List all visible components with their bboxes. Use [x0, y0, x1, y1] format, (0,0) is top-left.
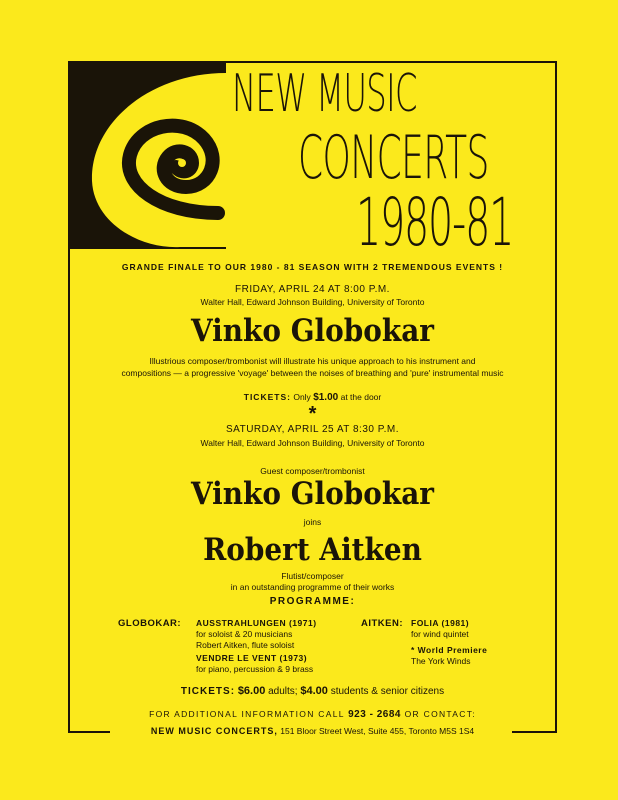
event2-joins: joins	[303, 517, 322, 527]
adult-label: adults;	[268, 686, 298, 697]
event1-date: FRIDAY, APRIL 24 AT 8:00 P.M.	[235, 284, 390, 295]
tickets-2-label: TICKETS:	[180, 686, 236, 697]
programme-aitken-work-1	[411, 618, 469, 640]
work-detail: for wind quintet	[411, 629, 469, 639]
tickets-2	[70, 685, 555, 697]
headline: GRANDE FINALE TO OUR 1980 - 81 SEASON WITH 2 TREMENDOUS EVENTS !	[121, 262, 504, 272]
contact-org: NEW MUSIC CONCERTS,	[150, 726, 278, 736]
event1-artist: Vinko Globokar	[191, 313, 434, 349]
programme-globokar-work-1	[196, 618, 317, 651]
contact-line	[70, 709, 555, 720]
event1-tickets-pre: Only	[293, 392, 311, 402]
event1-tickets	[70, 392, 555, 403]
title-line-2: CONCERTS	[298, 123, 489, 193]
work-title: VENDRE LE VENT (1973)	[196, 653, 308, 663]
work-title: * World Premiere	[411, 645, 488, 655]
event1-venue: Walter Hall, Edward Johnson Building, University of Toronto	[200, 297, 425, 307]
programme-heading: PROGRAMME:	[269, 596, 356, 607]
work-title: AUSSTRAHLUNGEN (1971)	[196, 618, 317, 628]
contact-address-line	[70, 726, 555, 736]
event2-intro: Guest composer/trombonist	[260, 466, 365, 476]
spiral-logo	[70, 63, 226, 249]
contact-post: OR CONTACT:	[404, 709, 476, 719]
separator-star: *	[308, 403, 317, 425]
programme-aitken-work-2	[411, 645, 487, 667]
event2-venue: Walter Hall, Edward Johnson Building, University of Toronto	[200, 438, 425, 448]
event1-tickets-price: $1.00	[313, 392, 339, 403]
event1-description-1: Illustrious composer/trombonist will illustrate his unique approach to his instrument and	[149, 356, 476, 366]
event2-note: in an outstanding programme of their works	[230, 582, 395, 592]
programme-globokar-label: GLOBOKAR:	[118, 618, 182, 629]
work-title: FOLIA (1981)	[411, 618, 470, 628]
event2-artist-2: Robert Aitken	[203, 532, 422, 568]
event1-tickets-label: TICKETS:	[243, 392, 291, 402]
contact-pre: FOR ADDITIONAL INFORMATION CALL	[149, 709, 345, 719]
event1-tickets-post: at the door	[340, 392, 382, 402]
event2-artist-1: Vinko Globokar	[191, 476, 434, 512]
event2-role: Flutist/composer	[281, 571, 344, 581]
student-price: $4.00	[300, 685, 328, 697]
work-detail: The York Winds	[411, 656, 471, 666]
contact-phone: 923 - 2684	[348, 709, 401, 720]
programme-globokar-work-2	[196, 653, 313, 675]
title-line-3: 1980-81	[356, 184, 514, 261]
adult-price: $6.00	[237, 685, 266, 697]
title-line-1: NEW MUSIC	[232, 64, 417, 124]
student-label: students & senior citizens	[330, 686, 445, 697]
work-detail: Robert Aitken, flute soloist	[196, 640, 295, 650]
work-detail: for piano, percussion & 9 brass	[196, 664, 314, 674]
contact-address: 151 Bloor Street West, Suite 455, Toronto M5S 1S4	[280, 726, 475, 736]
work-detail: for soloist & 20 musicians	[196, 629, 293, 639]
event2-date: SATURDAY, APRIL 25 AT 8:30 P.M.	[226, 424, 399, 435]
programme-aitken-label: AITKEN:	[361, 618, 404, 629]
event1-description-2: compositions — a progressive 'voyage' between the noises of breathing and 'pure' instrumental music	[121, 368, 504, 378]
